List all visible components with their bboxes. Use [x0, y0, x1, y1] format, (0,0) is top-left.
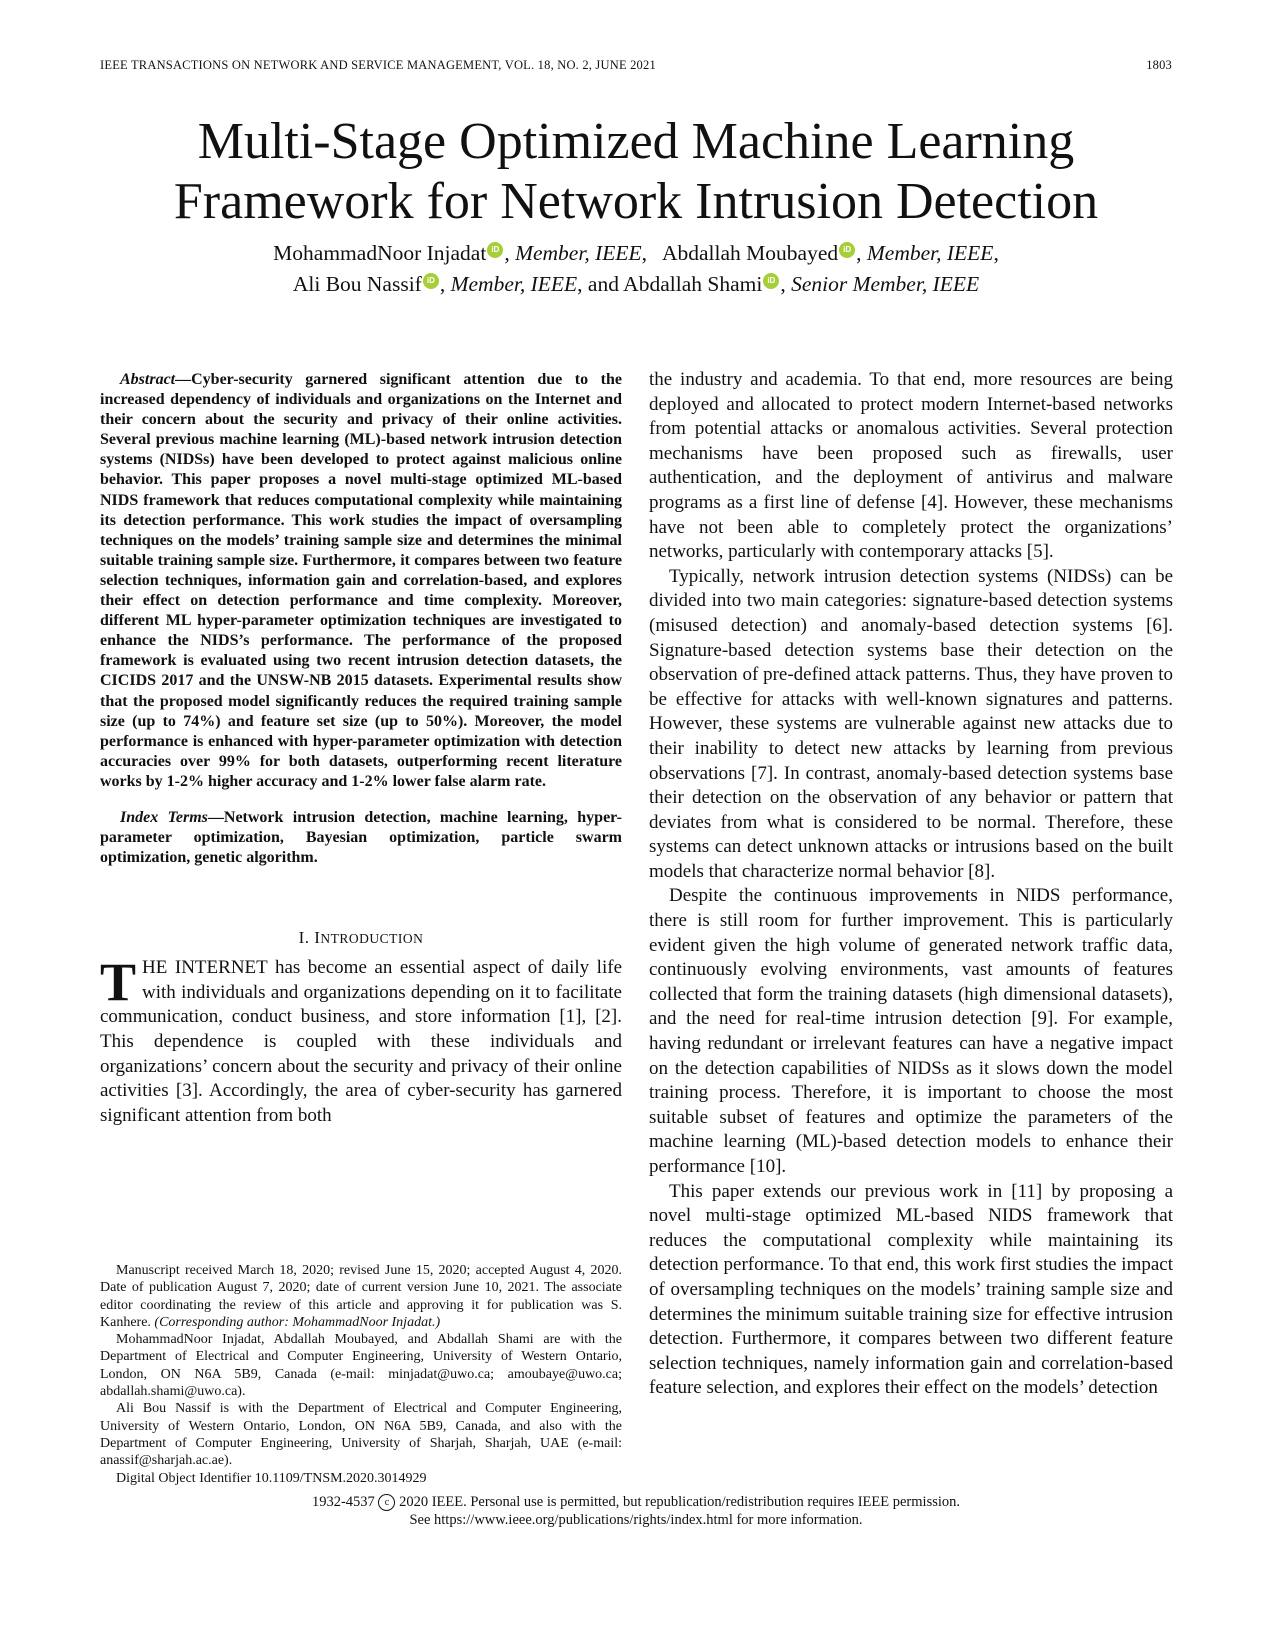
copyright-icon: c	[378, 1494, 395, 1511]
footnote-affiliation-2: Ali Bou Nassif is with the Department of Electrical and Computer Engineering, University of Western Ontario, London, ON N6A 5B9, Canada, and also with the Department of Computer Engineering, University of Sharjah, Sharjah, UAE (e-mail: anassif@sharjah.ac.ae).	[100, 1401, 622, 1469]
footnote-text: Manuscript received March 18, 2020; revised June 15, 2020; accepted August 4, 2020. Date of publication August 7, 2020; date of current version June 10, 2021. The associate editor coordinating the review of this article and approving it for publication was S. Kanhere.	[100, 1263, 622, 1330]
doi: Digital Object Identifier 10.1109/TNSM.2020.3014929	[116, 1470, 427, 1486]
corresponding-author: (Corresponding author: MohammadNoor Injadat.)	[154, 1314, 441, 1330]
copyright-line-1	[100, 1493, 1172, 1511]
orcid-icon[interactable]: iD	[763, 273, 779, 289]
body-paragraph: This paper extends our previous work in [11] by proposing a novel multi-stage optimized ML-based NIDS framework that reduces the computational complexity while maintaining its detection performance. To that end, this work first studies the impact of oversampling techniques on the models’ training sample size and determines the minimum suitable training size for effective intrusion detection. Furthermore, it compares between two different feature selection techniques, namely information gain and correlation-based feature selection, and explores their effect on the models’ detection	[649, 1180, 1173, 1399]
body-paragraph: Typically, network intrusion detection systems (NIDSs) can be divided into two main categories: signature-based detection systems (misused detection) and anomaly-based detection systems [6]. Signature-based detection systems base their detection on the observation of pre-defined attack patterns. Thus, they have proven to be effective for attacks with well-known signatures and patterns. However, these systems are vulnerable against new attacks due to their inability to detect new attacks by learning from previous observations [7]. In contrast, anomaly-based detection systems base their detection on the observation of any behavior or pattern that deviates from what is considered to be normal. Therefore, these systems can detect unknown attacks or intrusions based on the built models that characterize normal behavior [8].	[649, 565, 1173, 882]
paper-title	[100, 112, 1172, 232]
author-name: Ali Bou Nassif	[292, 272, 422, 296]
journal-name: IEEE TRANSACTIONS ON NETWORK AND SERVICE MANAGEMENT, VOL. 18, NO. 2, JUNE 2021	[100, 58, 656, 72]
abstract: Abstract—Cyber-security garnered significant attention due to the increased dependency of individuals and organizations on the Internet and their concern about the security and privacy of their online activities. Several previous machine learning (ML)-based network intrusion detection systems (NIDSs) have been developed to protect against malicious online behavior. This paper proposes a novel multi-stage optimized ML-based NIDS framework that reduces computational complexity while maintaining its detection performance. This work studies the impact of oversampling techniques on the models’ training sample size and determines the minimal suitable training sample size. Furthermore, it compares between two feature selection techniques, information gain and correlation-based, and explores their effect on detection performance and time complexity. Moreover, different ML hyper-parameter optimization techniques are investigated to enhance the NIDS’s performance. The performance of the proposed framework is evaluated using two recent intrusion detection datasets, the CICIDS 2017 and the UNSW-NB 2015 datasets. Experimental results show that the proposed model significantly reduces the required training sample size (up to 74%) and feature set size (up to 50%). Moreover, the model performance is enhanced with hyper-parameter optimization with detection accuracies over 99% for both datasets, outperforming recent literature works by 1-2% higher accuracy and 1-2% lower false alarm rate.	[100, 371, 622, 790]
title-line-1: Multi-Stage Optimized Machine Learning	[197, 113, 1075, 170]
intro-start: HE INTERNET	[142, 957, 268, 979]
orcid-icon[interactable]: iD	[423, 273, 439, 289]
issn: 1932-4537	[311, 1494, 375, 1510]
author-conjunction: and	[587, 272, 619, 296]
running-header	[100, 58, 1172, 76]
footnote-manuscript	[100, 1262, 622, 1331]
author-name: Abdallah Moubayed	[661, 241, 839, 265]
title-line-2: Framework for Network Intrusion Detection	[173, 173, 1099, 230]
index-terms-label: Index Terms	[120, 808, 208, 826]
author-role: Member, IEEE	[450, 272, 578, 296]
author-role: Member, IEEE	[866, 241, 994, 265]
right-column	[649, 368, 1173, 1401]
left-column	[100, 370, 622, 1128]
abstract-text: Cyber-security garnered significant attention due to the increased dependency of individuals and organizations on the Internet and their concern about the security and privacy of their online activities. Several previous machine learning (ML)-based network intrusion detection systems (NIDSs) have been developed to protect against malicious online behavior. This paper proposes a novel multi-stage optimized ML-based NIDS framework that reduces computational complexity while maintaining its detection performance. This work studies the impact of oversampling techniques on the models’ training sample size and determines the minimal suitable training sample size. Furthermore, it compares between two feature selection techniques, information gain and correlation-based, and explores their effect on detection performance and time complexity. Moreover, different ML hyper-parameter optimization techniques are investigated to enhance the NIDS’s performance. The performance of the proposed framework is evaluated using two recent intrusion detection datasets, the CICIDS 2017 and the UNSW-NB 2015 datasets. Experimental results show that the proposed model significantly reduces the required training sample size (up to 74%) and feature set size (up to 50%). Moreover, the model performance is enhanced with hyper-parameter optimization with detection accuracies over 99% for both datasets, outperforming recent literature works by 1-2% higher accuracy and 1-2% lower false alarm rate.	[100, 371, 622, 790]
orcid-icon[interactable]: iD	[487, 242, 503, 258]
section-heading-introduction	[100, 928, 622, 948]
footnotes	[100, 1262, 622, 1487]
page-number: 1803	[1146, 58, 1172, 72]
author-role: Member, IEEE	[515, 241, 642, 265]
section-numeral: I.	[298, 928, 310, 948]
section-title-first: I	[314, 928, 321, 948]
orcid-icon[interactable]: iD	[839, 242, 855, 258]
author-role: Senior Member, IEEE	[791, 272, 980, 296]
author-line-2: Ali Bou Nassif iD , Member, IEEE, and Abdallah Shami iD , Senior Member, IEEE	[292, 272, 980, 296]
copyright-notice	[100, 1493, 1172, 1529]
intro-rest: has become an essential aspect of daily life with individuals and organizations depending on it to facilitate communication, conduct business, and store information [1], [2]. This dependence is coupled with these individuals and organizations’ concern about the security and privacy of their online activities [3]. Accordingly, the area of cyber-security has garnered significant attention from both	[100, 957, 623, 1126]
author-line-1: MohammadNoor Injadat iD , Member, IEEE, Abdallah Moubayed iD , Member, IEEE,	[273, 241, 999, 265]
copyright-text: 2020 IEEE. Personal use is permitted, but republication/redistribution requires IEEE permission.	[399, 1494, 961, 1510]
body-paragraph: Despite the continuous improvements in NIDS performance, there is still room for further improvement. This is particularly evident given the high volume of generated network traffic data, continuously evolving environments, vast amounts of features collected that form the training datasets (high dimensional datasets), and the need for real-time intrusion detection [9]. For example, having redundant or irrelevant features can have a negative impact on the detection capabilities of NIDSs as it slows down the model training process. Therefore, it is important to choose the most suitable subset of features and optimize the parameters of the machine learning (ML)-based detection models to enhance their performance [10].	[649, 885, 1173, 1177]
intro-paragraph	[100, 952, 623, 1128]
copyright-line-2: See https://www.ieee.org/publications/rights/index.html for more information.	[409, 1512, 863, 1529]
index-terms-text: Network intrusion detection, machine learning, hyper-parameter optimization, Bayesian optimization, particle swarm optimization, genetic algorithm.	[100, 808, 623, 867]
author-name: Abdallah Shami	[623, 272, 763, 296]
author-block	[100, 238, 1172, 300]
section-title-rest: NTRODUCTION	[320, 931, 424, 947]
footnote-affiliation-1: MohammadNoor Injadat, Abdallah Moubayed, and Abdallah Shami are with the Department of Electrical and Computer Engineering, University of Western Ontario, London, ON N6A 5B9, Canada (e-mail: minjadat@uwo.ca; amoubaye@uwo.ca; abdallah.shami@uwo.ca).	[100, 1332, 622, 1400]
author-name: MohammadNoor Injadat	[273, 241, 487, 265]
drop-cap: T	[100, 952, 137, 1013]
body-paragraph: the industry and academia. To that end, more resources are being deployed and allocated to protect modern Internet-based networks from potential attacks or anomalous activities. Several protection mechanisms have been proposed such as firewalls, user authentication, and the deployment of antivirus and malware programs as a first line of defense [4]. However, these mechanisms have not been able to completely protect the organizations’ networks, particularly with contemporary attacks [5].	[649, 369, 1173, 563]
abstract-label: Abstract	[120, 371, 176, 388]
index-terms: Index Terms—Network intrusion detection, machine learning, hyper-parameter optimization, Bayesian optimization, particle swarm optimization, genetic algorithm.	[100, 808, 623, 867]
